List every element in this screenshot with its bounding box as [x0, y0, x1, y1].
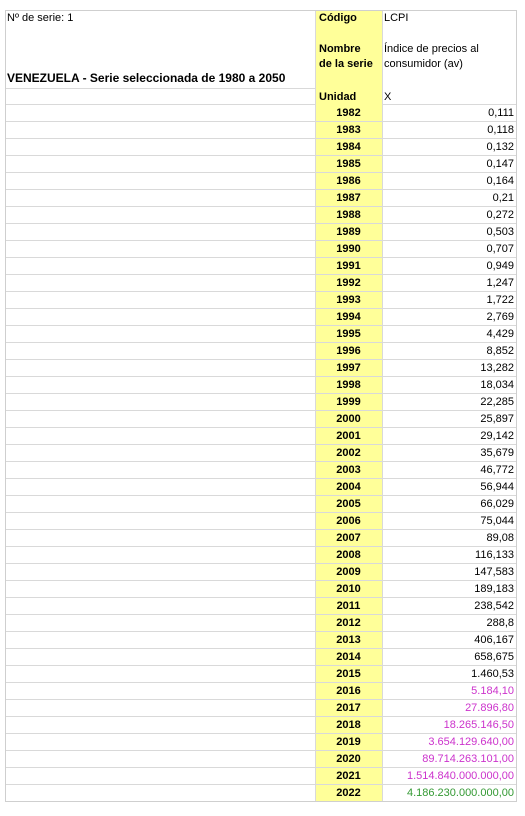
- nombre-label-1: Nombre: [319, 43, 361, 55]
- year-cell[interactable]: [315, 734, 382, 751]
- year-cell[interactable]: [315, 173, 382, 190]
- year-label: 2019: [336, 736, 361, 748]
- year-label: 2004: [336, 481, 361, 493]
- value-cell[interactable]: [382, 275, 517, 292]
- year-label: 2001: [336, 430, 361, 442]
- year-cell[interactable]: [315, 309, 382, 326]
- value-label: 29,142: [480, 430, 514, 442]
- value-cell[interactable]: [382, 445, 517, 462]
- year-cell[interactable]: [315, 122, 382, 139]
- table-row-empty-cell[interactable]: [5, 632, 315, 649]
- value-label: 1,722: [486, 294, 514, 306]
- value-cell[interactable]: [382, 173, 517, 190]
- value-label: 2,769: [486, 311, 514, 323]
- value-label: 116,133: [475, 549, 514, 561]
- table-row-empty-cell[interactable]: [5, 173, 315, 190]
- table-row-empty-cell[interactable]: [5, 683, 315, 700]
- value-cell[interactable]: [382, 343, 517, 360]
- value-cell[interactable]: [382, 122, 517, 139]
- value-cell[interactable]: [382, 190, 517, 207]
- value-cell[interactable]: [382, 479, 517, 496]
- value-cell[interactable]: [382, 292, 517, 309]
- value-cell[interactable]: [382, 717, 517, 734]
- year-cell[interactable]: [315, 683, 382, 700]
- unidad-value: X: [384, 91, 392, 103]
- codigo-value: LCPI: [384, 12, 409, 24]
- year-label: 1998: [336, 379, 361, 391]
- table-row-empty-cell[interactable]: [5, 785, 315, 802]
- value-cell[interactable]: [382, 326, 517, 343]
- table-row-empty-cell[interactable]: [5, 190, 315, 207]
- table-row-empty-cell[interactable]: [5, 360, 315, 377]
- year-cell[interactable]: [315, 513, 382, 530]
- value-label: 89.714.263.101,00: [422, 753, 514, 765]
- year-cell[interactable]: [315, 751, 382, 768]
- value-label: 4,429: [486, 328, 514, 340]
- table-row-empty-cell[interactable]: [5, 717, 315, 734]
- value-label: 66,029: [480, 498, 514, 510]
- year-label: 2015: [336, 668, 361, 680]
- value-cell[interactable]: [382, 241, 517, 258]
- value-label: 5.184,10: [471, 685, 514, 697]
- value-cell[interactable]: [382, 734, 517, 751]
- value-cell[interactable]: [382, 598, 517, 615]
- value-label: 1.514.840.000.000,00: [406, 770, 514, 782]
- value-cell[interactable]: [382, 258, 517, 275]
- year-cell[interactable]: [315, 785, 382, 802]
- value-cell[interactable]: [382, 207, 517, 224]
- value-label: 1,247: [486, 277, 514, 289]
- table-row-empty-cell[interactable]: [5, 530, 315, 547]
- year-cell[interactable]: [315, 394, 382, 411]
- year-cell[interactable]: [315, 105, 382, 122]
- year-label: 1990: [336, 243, 361, 255]
- year-label: 1991: [336, 260, 361, 272]
- year-label: 1992: [336, 277, 361, 289]
- table-row-empty-cell[interactable]: [5, 394, 315, 411]
- value-label: 35,679: [480, 447, 514, 459]
- value-label: 22,285: [480, 396, 514, 408]
- table-row-empty-cell[interactable]: [5, 734, 315, 751]
- table-row-empty-cell[interactable]: [5, 666, 315, 683]
- value-label: 0,118: [487, 124, 514, 136]
- value-cell[interactable]: [382, 377, 517, 394]
- year-cell[interactable]: [315, 666, 382, 683]
- year-cell[interactable]: [315, 547, 382, 564]
- value-label: 3.654.129.640,00: [428, 736, 514, 748]
- codigo-value-cell[interactable]: [382, 10, 517, 28]
- table-row-empty-cell[interactable]: [5, 326, 315, 343]
- year-cell[interactable]: [315, 292, 382, 309]
- year-cell[interactable]: [315, 598, 382, 615]
- year-label: 1985: [336, 158, 361, 170]
- year-cell[interactable]: [315, 615, 382, 632]
- year-label: 2011: [336, 600, 361, 612]
- year-cell[interactable]: [315, 632, 382, 649]
- unidad-label: Unidad: [319, 91, 357, 103]
- value-cell[interactable]: [382, 547, 517, 564]
- value-cell[interactable]: [382, 513, 517, 530]
- value-cell[interactable]: [382, 462, 517, 479]
- table-row-empty-cell[interactable]: [5, 598, 315, 615]
- value-cell[interactable]: [382, 139, 517, 156]
- table-row-empty-cell[interactable]: [5, 309, 315, 326]
- year-cell[interactable]: [315, 462, 382, 479]
- table-row-empty-cell[interactable]: [5, 428, 315, 445]
- spreadsheet: [5, 10, 517, 802]
- nombre-label-2: de la serie: [319, 58, 373, 70]
- year-cell[interactable]: [315, 581, 382, 598]
- table-row-empty-cell[interactable]: [5, 275, 315, 292]
- year-cell[interactable]: [315, 343, 382, 360]
- year-label: 1984: [336, 141, 361, 153]
- value-label: 89,08: [486, 532, 514, 544]
- value-label: 1.460,53: [471, 668, 514, 680]
- year-label: 2005: [336, 498, 361, 510]
- table-row-empty-cell[interactable]: [5, 224, 315, 241]
- serie-number: Nº de serie: 1: [7, 12, 74, 24]
- table-row-empty-cell[interactable]: [5, 513, 315, 530]
- serie-number-cell[interactable]: [5, 10, 315, 28]
- nombre-value-1: Índice de precios al: [384, 43, 479, 55]
- year-label: 2018: [336, 719, 361, 731]
- value-cell[interactable]: [382, 683, 517, 700]
- value-label: 238,542: [474, 600, 514, 612]
- year-label: 2017: [336, 702, 361, 714]
- unidad-empty-cell[interactable]: [5, 88, 315, 105]
- value-cell[interactable]: [382, 496, 517, 513]
- table-row-empty-cell[interactable]: [5, 700, 315, 717]
- value-label: 18,034: [480, 379, 514, 391]
- value-label: 46,772: [480, 464, 514, 476]
- year-cell[interactable]: [315, 428, 382, 445]
- year-cell[interactable]: [315, 649, 382, 666]
- title-cell[interactable]: [5, 28, 315, 88]
- value-cell[interactable]: [382, 309, 517, 326]
- table-row-empty-cell[interactable]: [5, 649, 315, 666]
- table-row-empty-cell[interactable]: [5, 462, 315, 479]
- year-label: 2013: [336, 634, 361, 646]
- year-label: 2000: [336, 413, 361, 425]
- year-label: 1989: [336, 226, 361, 238]
- year-cell[interactable]: [315, 190, 382, 207]
- table-row-empty-cell[interactable]: [5, 547, 315, 564]
- value-cell[interactable]: [382, 785, 517, 802]
- year-label: 2008: [336, 549, 361, 561]
- year-cell[interactable]: [315, 564, 382, 581]
- table-row-empty-cell[interactable]: [5, 411, 315, 428]
- year-label: 2003: [336, 464, 361, 476]
- value-label: 4.186.230.000.000,00: [406, 787, 514, 799]
- value-label: 13,282: [480, 362, 514, 374]
- value-label: 25,897: [480, 413, 514, 425]
- value-cell[interactable]: [382, 156, 517, 173]
- year-cell[interactable]: [315, 411, 382, 428]
- value-label: 0,164: [486, 175, 514, 187]
- value-label: 0,147: [486, 158, 514, 170]
- value-label: 0,111: [488, 107, 514, 119]
- year-label: 1994: [336, 311, 361, 323]
- year-cell[interactable]: [315, 326, 382, 343]
- table-row-empty-cell[interactable]: [5, 139, 315, 156]
- year-label: 1993: [336, 294, 361, 306]
- year-label: 1997: [336, 362, 361, 374]
- value-label: 8,852: [486, 345, 514, 357]
- year-cell[interactable]: [315, 156, 382, 173]
- unidad-label-cell[interactable]: [315, 88, 382, 105]
- table-row-empty-cell[interactable]: [5, 292, 315, 309]
- value-cell[interactable]: [382, 530, 517, 547]
- value-cell[interactable]: [382, 751, 517, 768]
- value-label: 0,949: [486, 260, 514, 272]
- value-label: 406,167: [474, 634, 514, 646]
- nombre-value-2: consumidor (av): [384, 58, 463, 70]
- year-cell[interactable]: [315, 530, 382, 547]
- year-label: 2009: [336, 566, 361, 578]
- value-cell[interactable]: [382, 666, 517, 683]
- year-cell[interactable]: [315, 275, 382, 292]
- value-cell[interactable]: [382, 428, 517, 445]
- year-cell[interactable]: [315, 377, 382, 394]
- year-label: 1988: [336, 209, 361, 221]
- table-row-empty-cell[interactable]: [5, 241, 315, 258]
- value-label: 0,272: [486, 209, 514, 221]
- value-label: 0,21: [492, 192, 514, 204]
- value-label: 189,183: [474, 583, 514, 595]
- year-label: 2016: [336, 685, 361, 697]
- codigo-label: Código: [319, 12, 357, 24]
- table-row-empty-cell[interactable]: [5, 496, 315, 513]
- year-cell[interactable]: [315, 207, 382, 224]
- table-row-empty-cell[interactable]: [5, 768, 315, 785]
- unidad-value-cell[interactable]: [382, 88, 517, 105]
- value-label: 75,044: [480, 515, 514, 527]
- value-label: 0,503: [486, 226, 514, 238]
- year-label: 1996: [336, 345, 361, 357]
- table-row-empty-cell[interactable]: [5, 615, 315, 632]
- year-cell[interactable]: [315, 241, 382, 258]
- value-label: 0,707: [486, 243, 514, 255]
- table-row-empty-cell[interactable]: [5, 445, 315, 462]
- year-cell[interactable]: [315, 717, 382, 734]
- column-divider: [315, 10, 316, 802]
- value-cell[interactable]: [382, 224, 517, 241]
- year-cell[interactable]: [315, 700, 382, 717]
- table-row-empty-cell[interactable]: [5, 751, 315, 768]
- year-label: 1983: [336, 124, 361, 136]
- year-label: 2007: [336, 532, 361, 544]
- year-label: 2012: [336, 617, 361, 629]
- year-label: 1982: [336, 107, 361, 119]
- value-cell[interactable]: [382, 564, 517, 581]
- year-label: 1986: [336, 175, 361, 187]
- nombre-label-cell[interactable]: [315, 28, 382, 88]
- value-cell[interactable]: [382, 411, 517, 428]
- value-cell[interactable]: [382, 632, 517, 649]
- codigo-label-cell[interactable]: [315, 10, 382, 28]
- value-label: 658,675: [474, 651, 514, 663]
- value-label: 288,8: [486, 617, 514, 629]
- year-cell[interactable]: [315, 360, 382, 377]
- value-cell[interactable]: [382, 700, 517, 717]
- value-cell[interactable]: [382, 649, 517, 666]
- value-label: 147,583: [474, 566, 514, 578]
- value-cell[interactable]: [382, 615, 517, 632]
- value-cell[interactable]: [382, 105, 517, 122]
- value-cell[interactable]: [382, 581, 517, 598]
- value-label: 0,132: [486, 141, 514, 153]
- table-row-empty-cell[interactable]: [5, 343, 315, 360]
- year-label: 2014: [336, 651, 361, 663]
- year-label: 1995: [336, 328, 361, 340]
- column-divider: [382, 10, 383, 802]
- year-label: 2010: [336, 583, 361, 595]
- year-cell[interactable]: [315, 479, 382, 496]
- value-cell[interactable]: [382, 360, 517, 377]
- table-row-empty-cell[interactable]: [5, 581, 315, 598]
- value-label: 56,944: [480, 481, 514, 493]
- year-cell[interactable]: [315, 139, 382, 156]
- year-cell[interactable]: [315, 768, 382, 785]
- table-row-empty-cell[interactable]: [5, 122, 315, 139]
- value-cell[interactable]: [382, 394, 517, 411]
- year-label: 2006: [336, 515, 361, 527]
- year-cell[interactable]: [315, 224, 382, 241]
- year-cell[interactable]: [315, 496, 382, 513]
- table-row-empty-cell[interactable]: [5, 105, 315, 122]
- year-label: 2021: [336, 770, 361, 782]
- table-row-empty-cell[interactable]: [5, 377, 315, 394]
- table-row-empty-cell[interactable]: [5, 207, 315, 224]
- table-row-empty-cell[interactable]: [5, 564, 315, 581]
- nombre-value-cell[interactable]: [382, 28, 517, 88]
- table-row-empty-cell[interactable]: [5, 258, 315, 275]
- table-row-empty-cell[interactable]: [5, 156, 315, 173]
- value-label: 27.896,80: [465, 702, 514, 714]
- year-label: 2022: [336, 787, 361, 799]
- table-row-empty-cell[interactable]: [5, 479, 315, 496]
- value-label: 18.265.146,50: [443, 719, 514, 731]
- year-label: 2002: [336, 447, 361, 459]
- year-cell[interactable]: [315, 445, 382, 462]
- year-label: 2020: [336, 753, 361, 765]
- page-title: VENEZUELA - Serie seleccionada de 1980 a 2050: [7, 71, 286, 85]
- year-label: 1987: [336, 192, 361, 204]
- value-cell[interactable]: [382, 768, 517, 785]
- year-cell[interactable]: [315, 258, 382, 275]
- year-label: 1999: [336, 396, 361, 408]
